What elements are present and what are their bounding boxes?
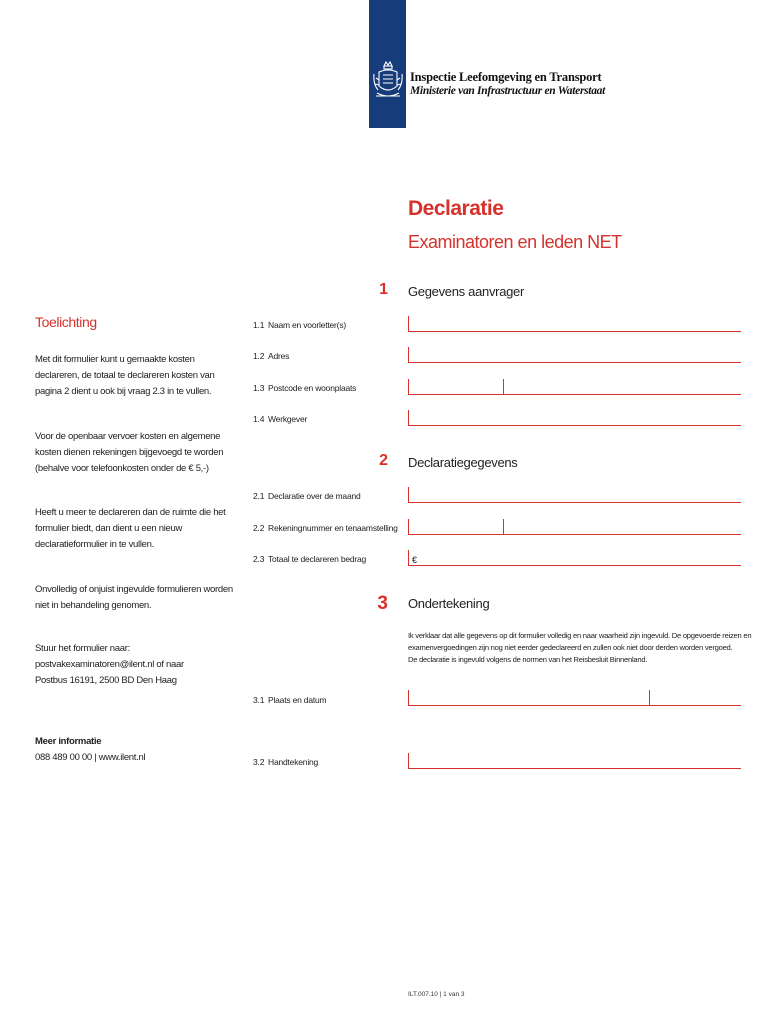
field-number: 3.1 bbox=[253, 695, 265, 705]
section-title-1: Gegevens aanvrager bbox=[408, 284, 525, 299]
field-number: 1.1 bbox=[253, 320, 265, 330]
org-name-line2: Ministerie van Infrastructuur en Waterstaat bbox=[410, 85, 605, 97]
place-input[interactable] bbox=[408, 690, 649, 706]
field-label-1-4 bbox=[253, 414, 307, 424]
name-input[interactable] bbox=[408, 316, 741, 332]
month-input[interactable] bbox=[408, 487, 741, 503]
page-footer: ILT.007.10 | 1 van 3 bbox=[408, 991, 465, 998]
field-number: 1.4 bbox=[253, 414, 265, 424]
total-amount-input[interactable] bbox=[408, 550, 741, 566]
field-number: 3.2 bbox=[253, 757, 265, 767]
sidebar-paragraph-2 bbox=[35, 429, 235, 477]
sidebar-line: postvakexaminatoren@ilent.nl of naar bbox=[35, 659, 184, 670]
field-label-text: Postcode en woonplaats bbox=[268, 383, 357, 393]
field-number: 2.2 bbox=[253, 523, 265, 533]
postcode-input[interactable] bbox=[408, 379, 503, 395]
field-label-3-1 bbox=[253, 695, 326, 705]
field-label-2-1 bbox=[253, 491, 361, 501]
sidebar-line: declaratieformulier in te vullen. bbox=[35, 539, 154, 550]
more-info-title: Meer informatie bbox=[35, 736, 102, 747]
declaration-line: De declaratie is ingevuld volgens de normen van het Reisbesluit Binnenland. bbox=[408, 655, 648, 664]
sidebar-paragraph-3 bbox=[35, 505, 235, 553]
field-label-1-2 bbox=[253, 351, 289, 361]
account-number-input[interactable] bbox=[408, 519, 503, 535]
sidebar-line: Onvolledig of onjuist ingevulde formulieren worden bbox=[35, 584, 233, 595]
field-label-text: Naam en voorletter(s) bbox=[268, 320, 346, 330]
sidebar-line: Voor de openbaar vervoer kosten en algemene bbox=[35, 431, 221, 442]
field-label-text: Handtekening bbox=[268, 757, 319, 767]
field-label-text: Adres bbox=[268, 351, 290, 361]
sidebar-line: Met dit formulier kunt u gemaakte kosten bbox=[35, 354, 195, 365]
account-name-input[interactable] bbox=[503, 519, 741, 535]
declaration-line: examenvergoedingen zijn nog niet eerder gedeclareerd en zullen ook niet door derden worden vergoed. bbox=[408, 643, 733, 652]
field-label-text: Rekeningnummer en tenaamstelling bbox=[268, 523, 398, 533]
field-label-text: Werkgever bbox=[268, 414, 308, 424]
sidebar-line: Postbus 16191, 2500 BD Den Haag bbox=[35, 675, 177, 686]
field-label-text: Declaratie over de maand bbox=[268, 491, 361, 501]
field-number: 2.3 bbox=[253, 554, 265, 564]
address-input[interactable] bbox=[408, 347, 741, 363]
form-title: Declaratie bbox=[408, 197, 504, 220]
org-name-line1: Inspectie Leefomgeving en Transport bbox=[410, 70, 602, 84]
sidebar-line: kosten dienen rekeningen bijgevoegd te worden bbox=[35, 447, 224, 458]
section-title-2: Declaratiegegevens bbox=[408, 455, 518, 470]
field-number: 2.1 bbox=[253, 491, 265, 501]
sidebar-line: declareren, de totaal te declareren kosten van bbox=[35, 370, 215, 381]
declaration-text bbox=[408, 630, 752, 666]
signature-input[interactable] bbox=[408, 753, 741, 769]
section-number-2: 2 bbox=[379, 452, 388, 469]
section-number-3: 3 bbox=[377, 593, 388, 614]
sidebar-line: Heeft u meer te declareren dan de ruimte die het bbox=[35, 507, 226, 518]
euro-prefix: € bbox=[412, 555, 418, 565]
date-input[interactable] bbox=[649, 690, 741, 706]
sidebar-line: Stuur het formulier naar: bbox=[35, 643, 130, 654]
section-title-3: Ondertekening bbox=[408, 596, 490, 611]
field-label-text: Plaats en datum bbox=[268, 695, 327, 705]
city-input[interactable] bbox=[503, 379, 741, 395]
employer-input[interactable] bbox=[408, 410, 741, 426]
sidebar-line: formulier biedt, dan dient u een nieuw bbox=[35, 523, 183, 534]
more-info-contact: 088 489 00 00 | www.ilent.nl bbox=[35, 752, 146, 763]
declaration-line: Ik verklaar dat alle gegevens op dit formulier volledig en naar waarheid zijn ingevuld. De opgevoerde reizen en bbox=[408, 631, 752, 640]
sidebar-paragraph-4 bbox=[35, 582, 235, 614]
sidebar-paragraph-1 bbox=[35, 352, 235, 400]
more-info bbox=[35, 734, 235, 766]
sidebar-line: pagina 2 dient u ook bij vraag 2.3 in te vullen. bbox=[35, 386, 212, 397]
sidebar-title: Toelichting bbox=[35, 314, 97, 330]
field-label-1-1 bbox=[253, 320, 346, 330]
form-subtitle: Examinatoren en leden NET bbox=[408, 232, 622, 252]
field-label-text: Totaal te declareren bedrag bbox=[268, 554, 367, 564]
sidebar-line: niet in behandeling genomen. bbox=[35, 600, 152, 611]
section-number-1: 1 bbox=[379, 281, 388, 298]
field-number: 1.3 bbox=[253, 383, 265, 393]
coat-of-arms-icon bbox=[371, 60, 405, 112]
field-number: 1.2 bbox=[253, 351, 265, 361]
sidebar-line: (behalve voor telefoonkosten onder de € 5,-) bbox=[35, 463, 209, 474]
field-label-2-2 bbox=[253, 523, 398, 533]
field-label-3-2 bbox=[253, 757, 318, 767]
organization-name bbox=[410, 70, 605, 98]
field-label-2-3 bbox=[253, 554, 366, 564]
field-label-1-3 bbox=[253, 383, 356, 393]
sidebar-paragraph-5 bbox=[35, 641, 235, 689]
